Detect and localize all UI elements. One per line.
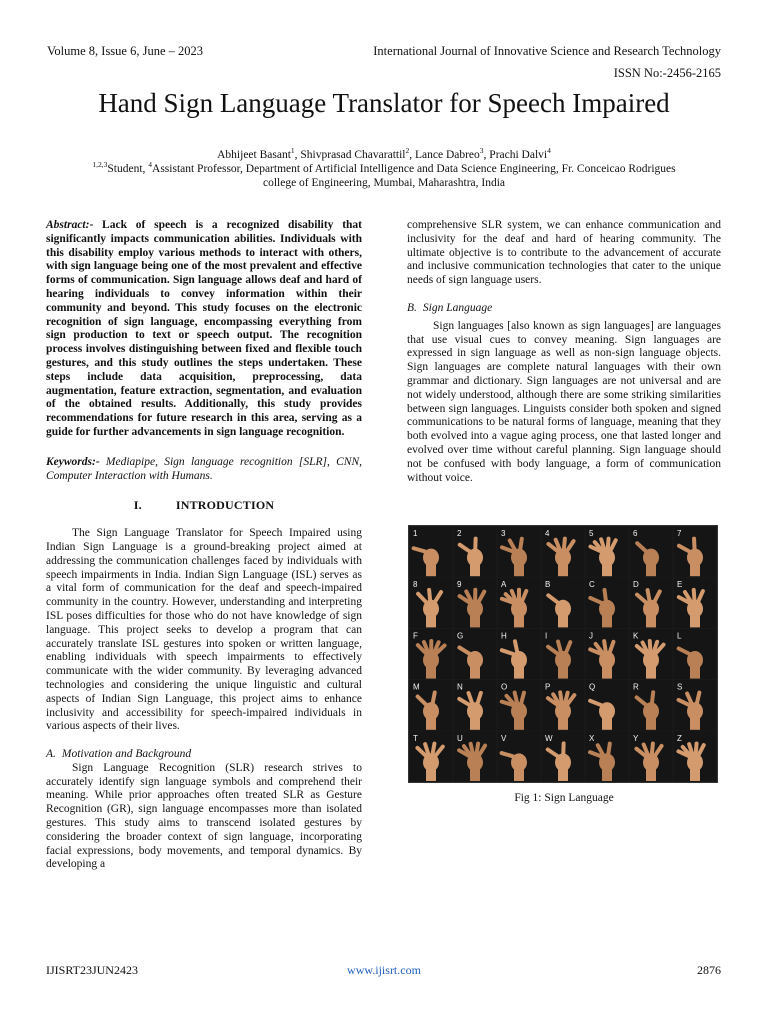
sign-cell bbox=[498, 527, 541, 577]
paper-title: Hand Sign Language Translator for Speech Impaired bbox=[98, 88, 670, 118]
sign-cell bbox=[586, 680, 629, 730]
sign-label: B bbox=[545, 580, 551, 590]
sign-label: K bbox=[633, 631, 639, 641]
footer-paper-id: IJISRT23JUN2423 bbox=[46, 963, 138, 977]
sign-label: X bbox=[589, 733, 595, 743]
left-column bbox=[46, 219, 362, 872]
sign-cell bbox=[674, 629, 717, 679]
sign-cell bbox=[674, 578, 717, 628]
right-column bbox=[407, 219, 721, 485]
sign-cell bbox=[630, 731, 673, 781]
sign-label: 6 bbox=[633, 529, 638, 538]
header-volume: Volume 8, Issue 6, June – 2023 bbox=[47, 44, 204, 58]
sign-label: M bbox=[413, 682, 420, 692]
sign-cell bbox=[454, 680, 497, 730]
sign-label: S bbox=[677, 682, 683, 692]
author-line: Abhijeet Basant$^1$, Shivprasad Chavarattil$^2$, Lance Dabreo$^3$, Prachi Dalvi$^4$ bbox=[217, 146, 551, 161]
header-journal: International Journal of Innovative Science and Research Technology bbox=[373, 44, 721, 58]
sign-cell bbox=[454, 578, 497, 628]
sign-label: C bbox=[589, 580, 595, 590]
sign-cell bbox=[630, 680, 673, 730]
sign-cell bbox=[454, 731, 497, 781]
sign-label: 5 bbox=[589, 529, 594, 538]
affiliation-line-1: $^{1,2,3}$Student, $^4$Assistant Professor, Department of Artificial Intelligence and Data Science Engineering, Fr. Conceicao Rodrigues bbox=[92, 160, 676, 175]
sign-language-figure bbox=[408, 525, 718, 783]
header-issn: ISSN No:-2456-2165 bbox=[613, 66, 721, 80]
sign-cell bbox=[630, 527, 673, 577]
sign-cell bbox=[410, 680, 453, 730]
sign-label: P bbox=[545, 682, 551, 692]
sign-label: D bbox=[633, 580, 639, 590]
sign-label: V bbox=[501, 733, 507, 743]
motivation-paragraph-continued: comprehensive SLR system, we can enhance communication and inclusivity for the deaf and hard of hearing community. The ultimate objective is to contribute to the advancement of accurate and inclusive communication technologies that cater to the unique needs of sign language users. bbox=[407, 219, 721, 287]
sign-label: Y bbox=[633, 733, 639, 743]
sign-label: 2 bbox=[457, 529, 462, 538]
sign-label: G bbox=[457, 631, 464, 641]
sign-label: F bbox=[413, 631, 418, 641]
sign-cell bbox=[542, 629, 585, 679]
sign-cell bbox=[410, 629, 453, 679]
figure-caption: Fig 1: Sign Language bbox=[514, 792, 614, 804]
sign-language-paragraph: Sign languages [also known as sign languages] are languages that use visual cues to convey meaning. Sign languages are expressed in sign language as well as non-sign language objects. Sign languages are complete natural languages with their own grammar and dictionary. Sign languages are not universal and are not widely understood, although there are some striking similarities between sign languages. Linguists consider both spoken and signed communications to be natural forms of language, meaning that they both evolved into a vague aging process, one that lasted longer and evolved over time without careful planning. Sign language should not be confused with body language, a form of communication without voice. bbox=[407, 319, 721, 484]
abstract: Abstract:- Lack of speech is a recognized disability that significantly impacts communication abilities. Individuals with this disability employ various methods to interact with others, with sign language being one of the most prevalent and effective forms of communication. Sign language allows deaf and hard of hearing individuals to convey information within their community and beyond. This study focuses on the electronic recognition of sign language, encompassing everything from sign production to text or speech output. The recognition process involves distinguishing between fixed and flexible touch gestures, and this study outlines the steps undertaken. These steps include data acquisition, preprocessing, data augmentation, feature extraction, segmentation, and evaluation of the obtained results. Additionally, this study provides recommendations for future research in this area, serving as a guide for further advancements in sign language recognition. bbox=[46, 219, 362, 438]
sign-cell bbox=[454, 527, 497, 577]
sign-label: 9 bbox=[457, 580, 462, 590]
sign-label: A bbox=[501, 580, 507, 590]
sign-label: J bbox=[589, 631, 593, 641]
sign-label: L bbox=[677, 631, 682, 641]
sign-cell bbox=[542, 578, 585, 628]
sign-label: U bbox=[457, 733, 463, 743]
footer-page-number: 2876 bbox=[697, 963, 721, 977]
sign-label: 1 bbox=[413, 529, 418, 538]
sign-cell bbox=[674, 731, 717, 781]
footer-website-link[interactable]: www.ijisrt.com bbox=[347, 963, 421, 977]
sign-language-grid bbox=[409, 526, 717, 782]
sign-cell bbox=[498, 578, 541, 628]
sign-cell bbox=[498, 680, 541, 730]
sign-cell bbox=[542, 527, 585, 577]
sign-label: N bbox=[457, 682, 463, 692]
subsection-heading-sign-language: B. Sign Language bbox=[407, 301, 493, 314]
sign-cell bbox=[498, 629, 541, 679]
affiliation-line-2: college of Engineering, Mumbai, Maharashtra, India bbox=[262, 177, 506, 189]
sign-label: I bbox=[545, 631, 548, 641]
sign-cell bbox=[498, 731, 541, 781]
sign-label: Z bbox=[677, 733, 682, 743]
keywords: Keywords:- Mediapipe, Sign language recognition [SLR], CNN, Computer Interaction with Humans. bbox=[46, 455, 362, 482]
sign-label: 3 bbox=[501, 529, 506, 538]
section-heading-introduction: I. INTRODUCTION bbox=[133, 498, 275, 513]
sign-cell bbox=[586, 527, 629, 577]
sign-cell bbox=[630, 629, 673, 679]
subsection-heading-motivation: A. Motivation and Background bbox=[46, 748, 192, 761]
sign-cell bbox=[542, 680, 585, 730]
sign-label: W bbox=[545, 733, 553, 743]
sign-cell bbox=[410, 578, 453, 628]
sign-cell bbox=[586, 731, 629, 781]
sign-cell bbox=[410, 731, 453, 781]
intro-paragraph: The Sign Language Translator for Speech Impaired using Indian Sign Language is a ground-breaking project aimed at addressing the communication challenges faced by individuals with speech impairments in India. Indian Sign Language (ISL) serves as a vital form of communication for the deaf and speech-impaired community in the country. However, understanding and interpreting ISL poses difficulties for those who do not have knowledge of sign language. This project seeks to develop a program that can accurately translate ISL gestures into spoken or written language, enabling individuals with speech impairments to effectively communicate with the wider community. By leveraging advanced technologies and considering the unique linguistic and cultural aspects of Indian Sign Language, this project aims to enhance inclusivity and accessibility for speech-impaired individuals in various aspects of their lives. bbox=[46, 527, 362, 733]
sign-cell bbox=[542, 731, 585, 781]
sign-label: R bbox=[633, 682, 639, 692]
sign-label: 4 bbox=[545, 529, 550, 538]
sign-cell bbox=[630, 578, 673, 628]
sign-cell bbox=[586, 578, 629, 628]
sign-label: 8 bbox=[413, 580, 418, 590]
sign-cell bbox=[586, 629, 629, 679]
sign-label: E bbox=[677, 580, 683, 590]
sign-label: 7 bbox=[677, 529, 682, 538]
sign-label: O bbox=[501, 682, 508, 692]
motivation-paragraph: Sign Language Recognition (SLR) research strives to accurately identify sign language symbols and comprehend their meaning. While prior approaches often treated SLR as Gesture Recognition (GR), sign language encompasses more than isolated gestures. This study aims to transcend isolated gestures by considering the broader context of sign language, incorporating facial expressions, body movements, and temporal dynamics. By developing a bbox=[46, 761, 362, 871]
sign-cell bbox=[674, 680, 717, 730]
sign-label: Q bbox=[589, 682, 596, 692]
sign-label: T bbox=[413, 733, 418, 743]
sign-cell bbox=[674, 527, 717, 577]
sign-label: H bbox=[501, 631, 507, 641]
sign-cell bbox=[454, 629, 497, 679]
sign-cell bbox=[410, 527, 453, 577]
